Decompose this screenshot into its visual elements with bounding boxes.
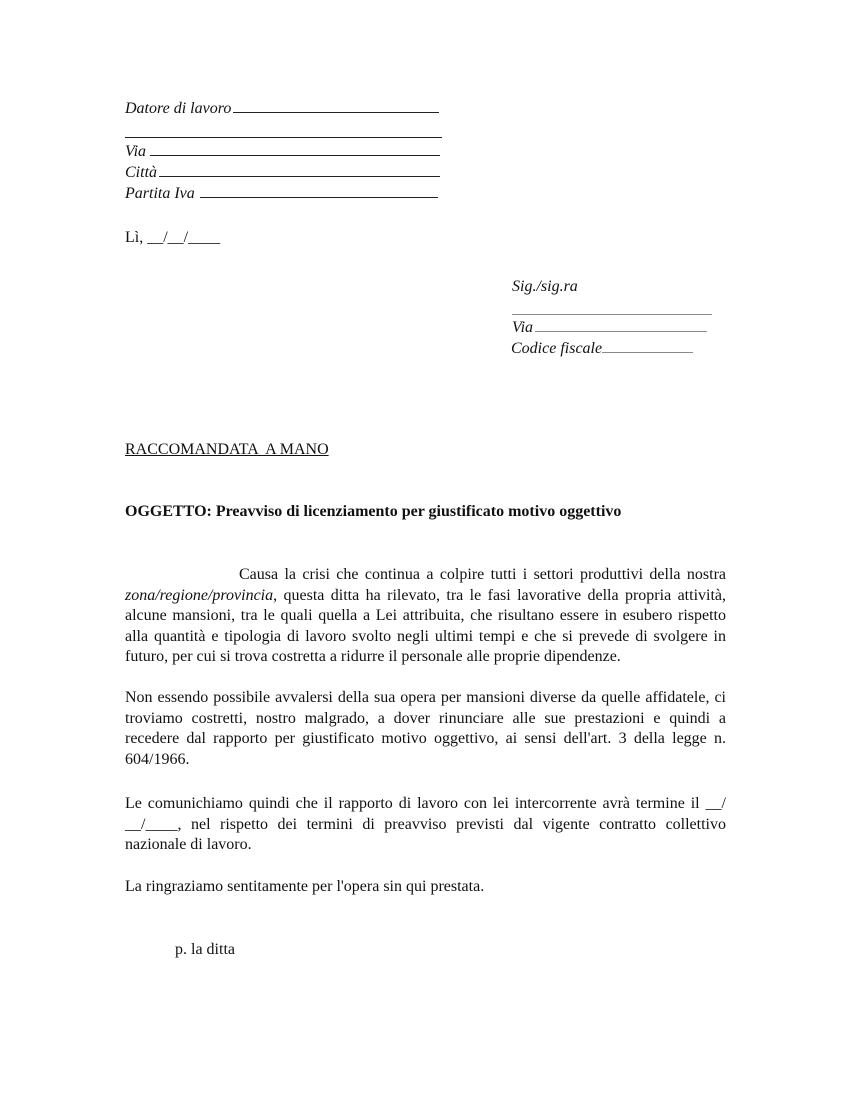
recipient-via-row <box>512 318 707 338</box>
employer-datore-row <box>125 99 439 119</box>
p1-lead: Causa la crisi che continua a colpire tutti i settori produttivi della nostra <box>239 566 726 583</box>
body-paragraph-1 <box>125 565 726 668</box>
employer-citta-blank[interactable] <box>159 175 440 177</box>
employer-via-row <box>125 142 440 162</box>
employer-via-label: Via <box>125 143 147 160</box>
body-paragraph-2: Non essendo possibile avvalersi della sua opera per mansioni diverse da quelle affidatele, ci troviamo costretti, nostro malgrado, a dover rinunciare alle sue prestazioni e quindi a recedere dal rapporto per giustificato motivo oggettivo, ai sensi dell'art. 3 della legge n. 604/1966. <box>125 689 726 768</box>
recipient-cf-label: Codice fiscale <box>511 340 603 357</box>
delivery-method: RACCOMANDATA A MANO <box>125 441 329 458</box>
employer-partita-iva-row <box>125 184 438 204</box>
recipient-title: Sig./sig.ra <box>512 278 578 295</box>
employer-datore-label: Datore di lavoro <box>125 100 232 117</box>
body-paragraph-4: La ringraziamo sentitamente per l'opera sin qui prestata. <box>125 878 485 895</box>
employer-partita-iva-label: Partita Iva <box>125 185 195 202</box>
p1-rest: , questa ditta ha rilevato, tra le fasi lavorative della propria attività, alcune mansioni, tra le quali quella a Lei attribuita, che risultano essere in esubero rispetto alla quantità e tipologia di lavoro svolto negli ultimi tempi e che si prevede di svolgere in futuro, per cui si trova costretta a ridurre il personale alle proprie dipendenze. <box>125 586 726 666</box>
recipient-cf-row <box>511 339 693 359</box>
employer-citta-label: Città <box>125 164 158 181</box>
signature-label: p. la ditta <box>175 941 235 958</box>
recipient-cf-blank[interactable] <box>602 351 693 353</box>
subject-line: OGGETTO: Preavviso di licenziamento per giustificato motivo oggettivo <box>125 503 622 520</box>
employer-extra-blank[interactable] <box>125 137 442 138</box>
employer-citta-row <box>125 163 440 183</box>
employer-partita-iva-blank[interactable] <box>200 196 438 198</box>
recipient-via-blank[interactable] <box>535 330 707 332</box>
employer-datore-blank[interactable] <box>233 111 439 113</box>
recipient-via-label: Via <box>512 319 534 336</box>
recipient-name-blank[interactable] <box>512 314 712 315</box>
date-line: Lì, __/__/____ <box>125 229 221 246</box>
body-paragraph-3: Le comunichiamo quindi che il rapporto di lavoro con lei intercorrente avrà termine il __/ __/____, nel rispetto dei termini di preavviso previsti dal vigente contratto collettivo nazionale di lavoro. <box>125 795 726 854</box>
employer-via-blank[interactable] <box>150 154 440 156</box>
p1-italic: zona/regione/provincia <box>125 586 274 604</box>
